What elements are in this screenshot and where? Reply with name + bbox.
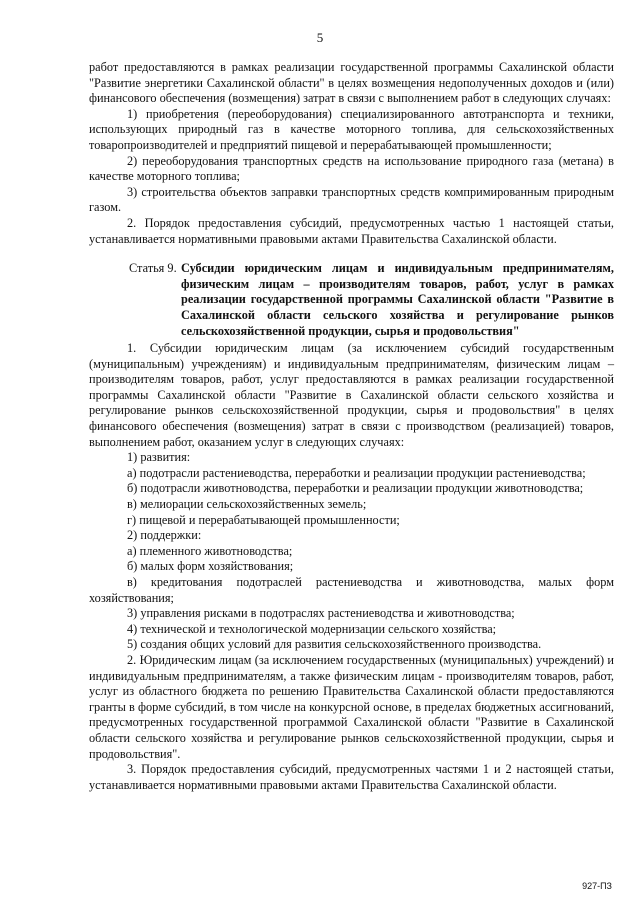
previous-article-part-2: 2. Порядок предоставления субсидий, предусмотренных частью 1 настоящей статьи, устанавливается нормативными правовыми актами Правительства Сахалинской области. (89, 215, 614, 246)
article-9-label: Статья 9. (129, 261, 177, 276)
energy-case-2: 2) переоборудования транспортных средств на использование природного газа (метана) в качестве моторного топлива; (89, 153, 614, 184)
list-item: в) мелиорации сельскохозяйственных земель; (127, 497, 367, 512)
list-item: г) пищевой и перерабатывающей промышленности; (127, 512, 400, 527)
energy-case-3: 3) строительства объектов заправки транспортных средств компримированным природным газом. (89, 184, 614, 215)
list-item: 4) технической и технологической модернизации сельского хозяйства; (127, 621, 497, 636)
list-item: б) подотрасли животноводства, переработки и реализации продукции животноводства; (127, 481, 584, 496)
list-item: б) малых форм хозяйствования; (127, 559, 294, 574)
intro-paragraph: работ предоставляются в рамках реализации государственной программы Сахалинской области "Развитие энергетики Сахалинской области" в целях возмещения недополученных доходов и (или) финансового обеспечения (возмещения) затрат в связи с выполнением работ в следующих случаях: (89, 60, 614, 106)
list-item: 3) управления рисками в подотраслях растениеводства и животноводства; (127, 606, 515, 621)
list-item: 5) создания общих условий для развития сельскохозяйственного производства. (127, 637, 542, 652)
list-item: а) подотрасли растениеводства, переработки и реализации продукции растениеводства; (127, 465, 586, 480)
list-item: в) кредитования подотраслей растениеводства и животноводства, малых форм хозяйствования; (89, 575, 614, 605)
article-9-part-3: 3. Порядок предоставления субсидий, предусмотренных частями 1 и 2 настоящей статьи, устанавливается нормативными правовыми актами Правительства Сахалинской области. (89, 762, 614, 792)
article-9-heading (89, 261, 614, 339)
list-item: 1) развития: (127, 450, 191, 465)
energy-case-1: 1) приобретения (переоборудования) специализированного автотранспорта и техники, использующих природный газ в качестве моторного топлива, для сельскохозяйственных товаропроизводителей и предприятий пищевой и перерабатывающей промышленности; (89, 106, 614, 152)
list-item: а) племенного животноводства; (127, 543, 293, 558)
article-9-part-1: 1. Субсидии юридическим лицам (за исключением субсидий государственным (муниципальным) учреждениям) и индивидуальным предпринимателям, физическим лицам – производителям товаров, работ, услуг предоставляются в рамках реализации государственной программы Сахалинской области "Развитие в Сахалинской области сельского хозяйства и регулирование рынков сельскохозяйственной продукции, сырья и продовольствия" в целях финансового обеспечения (возмещения) затрат в связи с производством (реализацией) товаров, выполнением работ, оказанием услуг в следующих случаях: (89, 341, 614, 449)
article-9-title: Субсидии юридическим лицам и индивидуальным предпринимателям, физическим лицам – производителям товаров, работ, услуг в рамках реализации государственной программы Сахалинской области "Развитие в Сахалинской области сельского хозяйства и регулирование рынков сельскохозяйственной продукции, сырья и продовольствия" (181, 261, 614, 338)
article-9-part-2: 2. Юридическим лицам (за исключением государственных (муниципальных) учреждений) и индивидуальным предпринимателям, а также физическим лицам - производителям товаров, работ, услуг из областного бюджета по решению Правительства Сахалинской области предоставляются гранты в форме субсидий, в том числе на конкурсной основе, в пределах бюджетных ассигнований, предусмотренных государственной программой Сахалинской области "Развитие в Сахалинской области сельского хозяйства и регулирование рынков сельскохозяйственной продукции, сырья и продовольствия". (89, 652, 614, 761)
list-item: 2) поддержки: (127, 528, 202, 543)
document-body (89, 60, 614, 793)
page-number: 5 (316, 30, 324, 45)
document-code: 927-ПЗ (582, 881, 612, 891)
